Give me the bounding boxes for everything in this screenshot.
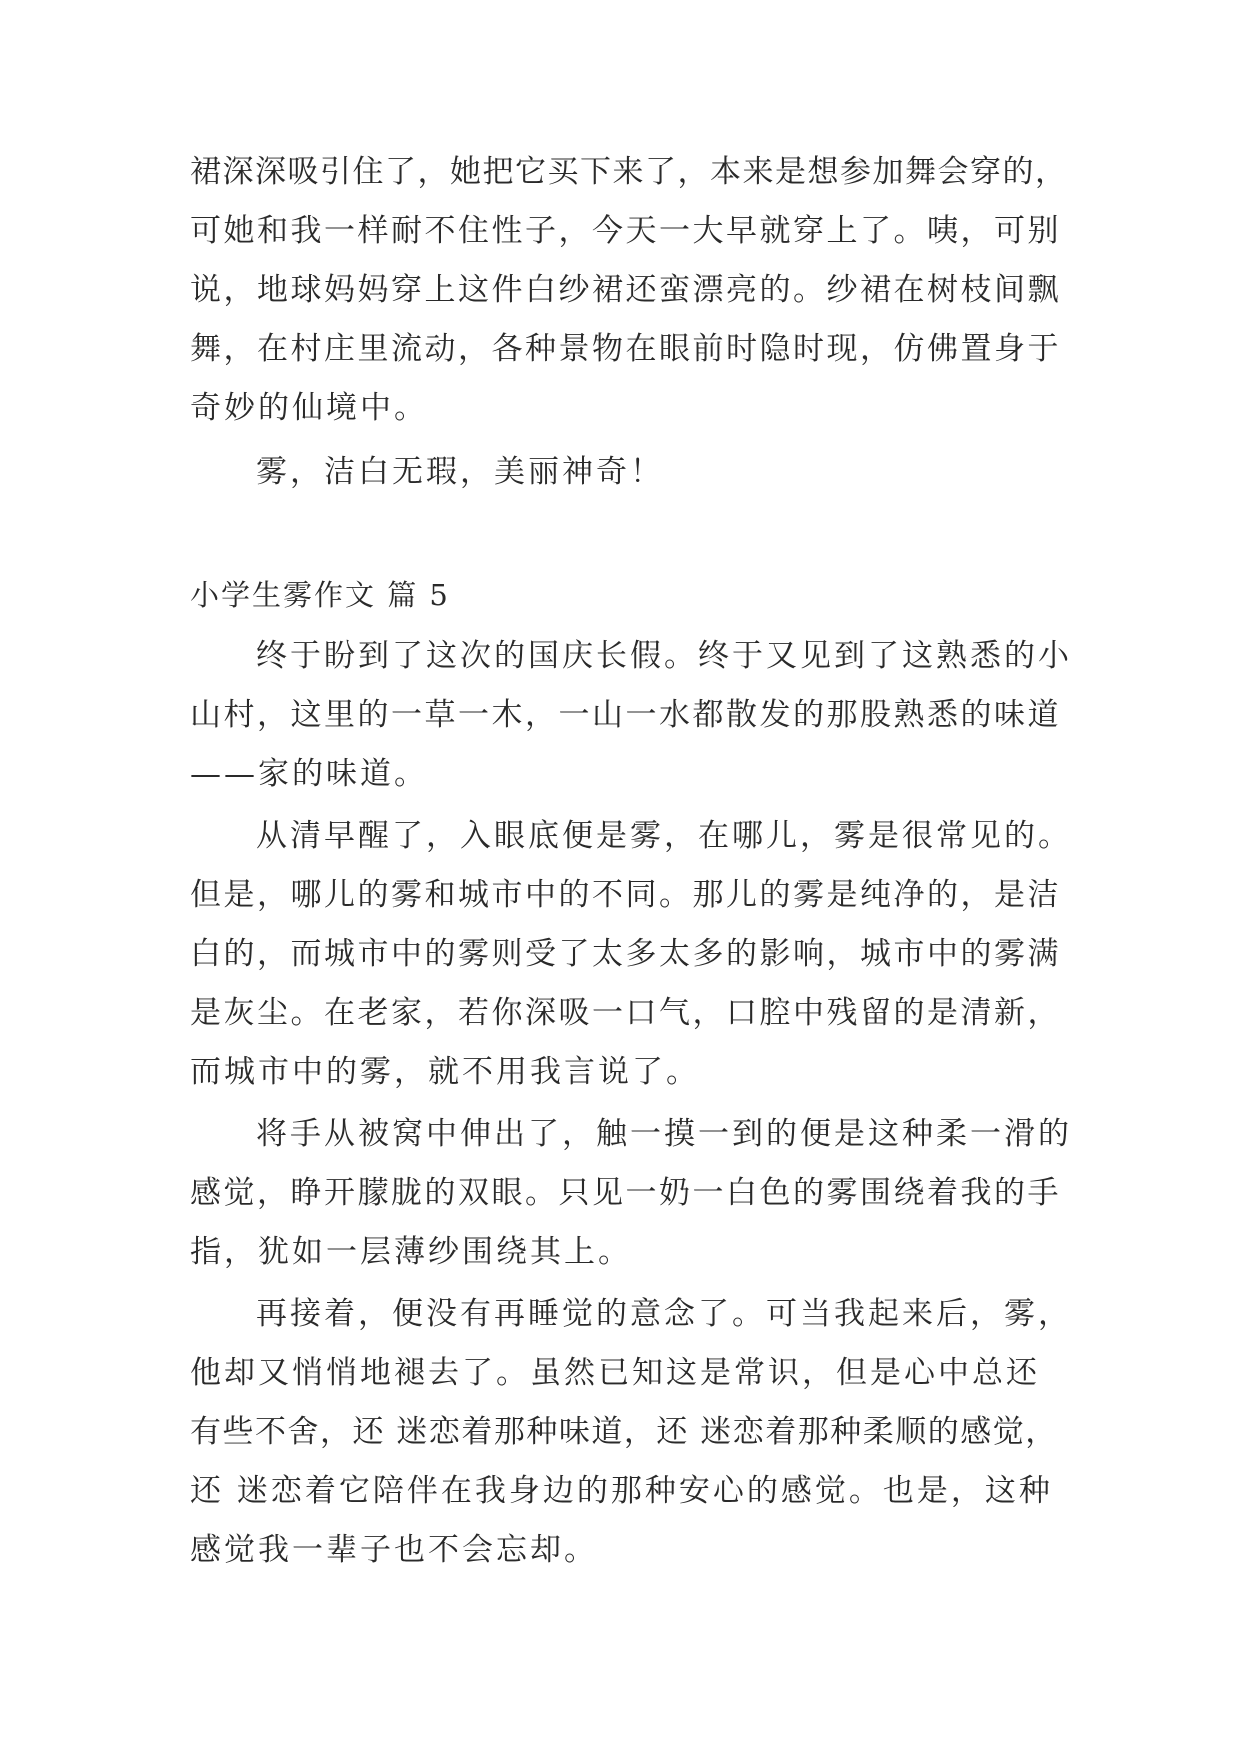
text-line: 而城市中的雾，就不用我言说了。 <box>190 1054 700 1090</box>
text-line: 山村，这里的一草一木，一山一水都散发的那股熟悉的味道 <box>190 697 1061 733</box>
text-line: 再接着，便没有再睡觉的意念了。可当我起来后，雾， <box>256 1296 1072 1332</box>
text-line: 说，地球妈妈穿上这件白纱裙还蛮漂亮的。纱裙在树枝间飘 <box>190 272 1061 308</box>
text-line: 裙深深吸引住了，她把它买下来了，本来是想参加舞会穿的， <box>190 154 1068 190</box>
text-line: 但是，哪儿的雾和城市中的不同。那儿的雾是纯净的，是洁 <box>190 877 1061 913</box>
text-line: 可她和我一样耐不住性子，今天一大早就穿上了。咦，可别 <box>190 213 1061 249</box>
text-line: 终于盼到了这次的国庆长假。终于又见到了这熟悉的小 <box>256 638 1072 674</box>
text-line: 有些不舍，还 迷恋着那种味道，还 迷恋着那种柔顺的感觉， <box>190 1414 1058 1450</box>
section-title: 小学生雾作文 篇 5 <box>190 578 450 612</box>
text-line: 感觉，睁开朦胧的双眼。只见一奶一白色的雾围绕着我的手 <box>190 1175 1061 1211</box>
text-line: 奇妙的仙境中。 <box>190 390 428 426</box>
text-line: ——家的味道。 <box>190 756 428 792</box>
closing-line: 雾，洁白无瑕，美丽神奇！ <box>256 454 664 490</box>
text-line: 还 迷恋着它陪伴在我身边的那种安心的感觉。也是，这种 <box>190 1473 1053 1509</box>
text-line: 是灰尘。在老家，若你深吸一口气，口腔中残留的是清新， <box>190 995 1061 1031</box>
text-line: 感觉我一辈子也不会忘却。 <box>190 1532 598 1568</box>
text-line: 白的，而城市中的雾则受了太多太多的影响，城市中的雾满 <box>190 936 1061 972</box>
text-line: 将手从被窝中伸出了，触一摸一到的便是这种柔一滑的 <box>256 1116 1072 1152</box>
text-line: 他却又悄悄地褪去了。虽然已知这是常识，但是心中总还 <box>190 1355 1040 1391</box>
text-line: 舞，在村庄里流动，各种景物在眼前时隐时现，仿佛置身于 <box>190 331 1061 367</box>
text-line: 从清早醒了，入眼底便是雾，在哪儿，雾是很常见的。 <box>256 818 1072 854</box>
text-line: 指，犹如一层薄纱围绕其上。 <box>190 1234 632 1270</box>
